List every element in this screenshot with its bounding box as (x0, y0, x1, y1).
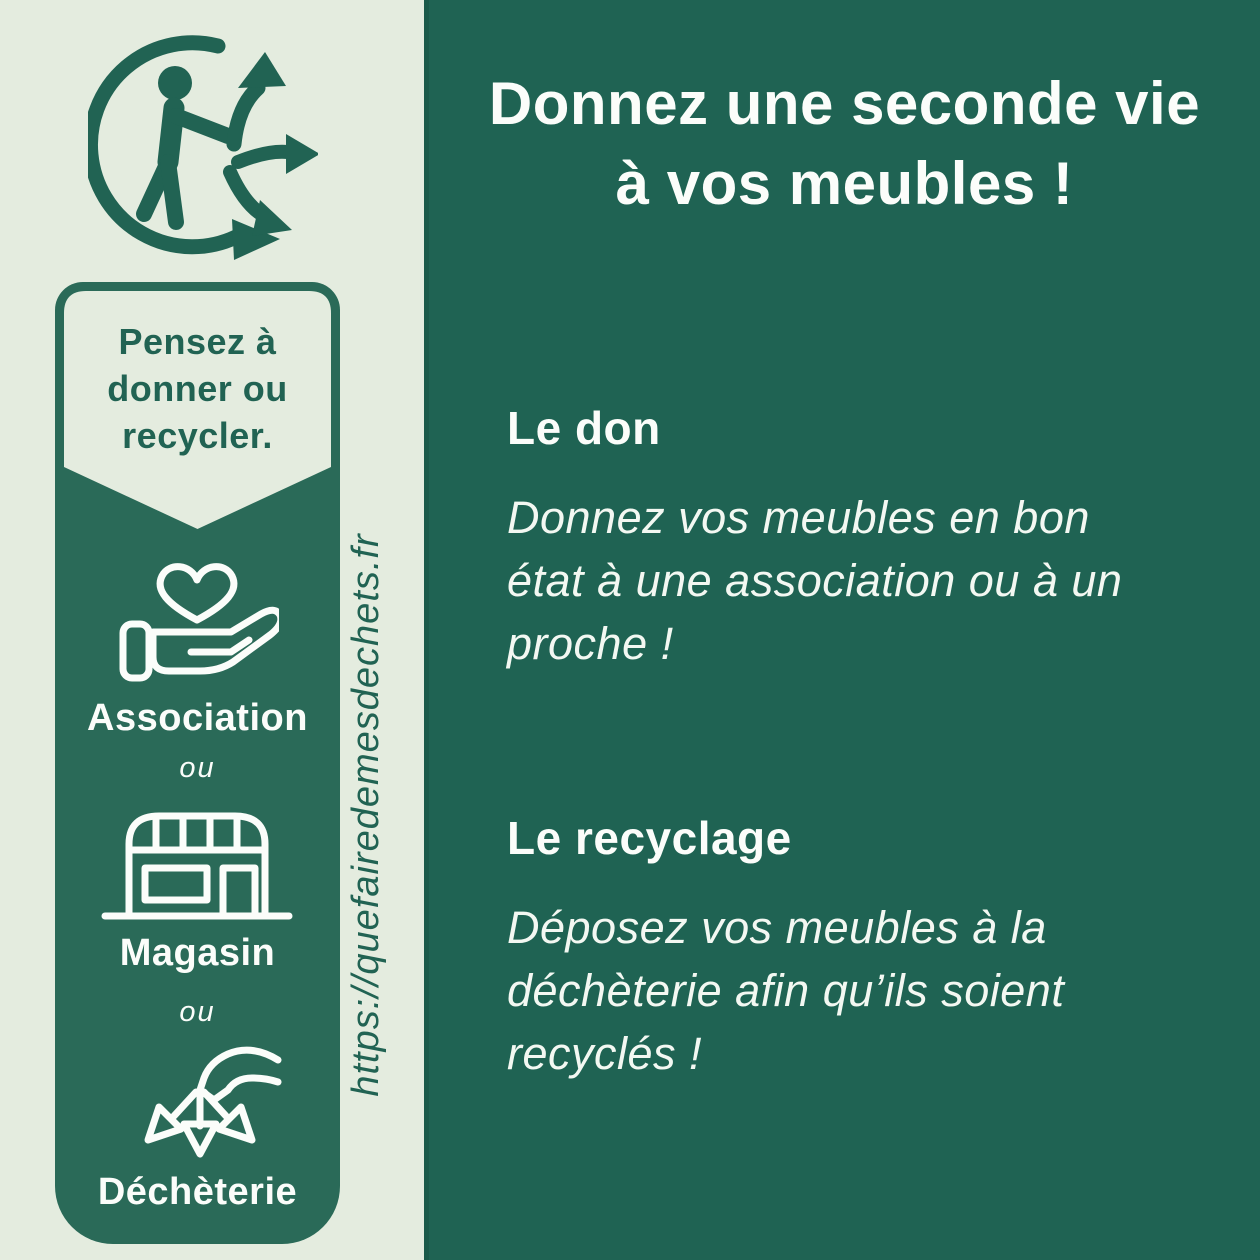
banner-text (55, 318, 340, 459)
left-panel (0, 0, 424, 1260)
section-heading-don: Le don (507, 402, 661, 454)
storefront-icon (97, 788, 297, 924)
hand-drop-arrows-icon (112, 1032, 282, 1172)
triman-recycling-icon (88, 34, 318, 262)
section-body-recyclage (507, 896, 1237, 1085)
section-body-line: recyclés ! (507, 1028, 703, 1079)
separator-ou: ou (179, 752, 216, 784)
banner-line: Pensez à (118, 321, 277, 362)
section-body-line: état à une association ou à un (507, 555, 1123, 606)
right-panel (424, 0, 1260, 1260)
section-body-don (507, 486, 1237, 675)
section-heading-recyclage: Le recyclage (507, 812, 792, 864)
destination-label-association: Association (87, 697, 308, 739)
website-url: https://quefairedemesdechets.fr (345, 533, 387, 1097)
section-body-line: Déposez vos meubles à la (507, 902, 1047, 953)
donate-or-recycle-card (55, 282, 340, 1244)
page-title (429, 64, 1260, 224)
banner-line: recycler. (122, 415, 273, 456)
section-body-line: proche ! (507, 618, 674, 669)
heart-in-hand-icon (115, 556, 279, 692)
page-title-line: à vos meubles ! (615, 150, 1074, 217)
destination-label-decheterie: Déchèterie (97, 1171, 298, 1213)
section-body-line: Donnez vos meubles en bon (507, 492, 1090, 543)
section-body-line: déchèterie afin qu’ils soient (507, 965, 1065, 1016)
banner-line: donner ou (107, 368, 288, 409)
destination-label-magasin: Magasin (119, 932, 276, 974)
page-title-line: Donnez une seconde vie (488, 70, 1201, 137)
separator-ou: ou (179, 996, 216, 1028)
